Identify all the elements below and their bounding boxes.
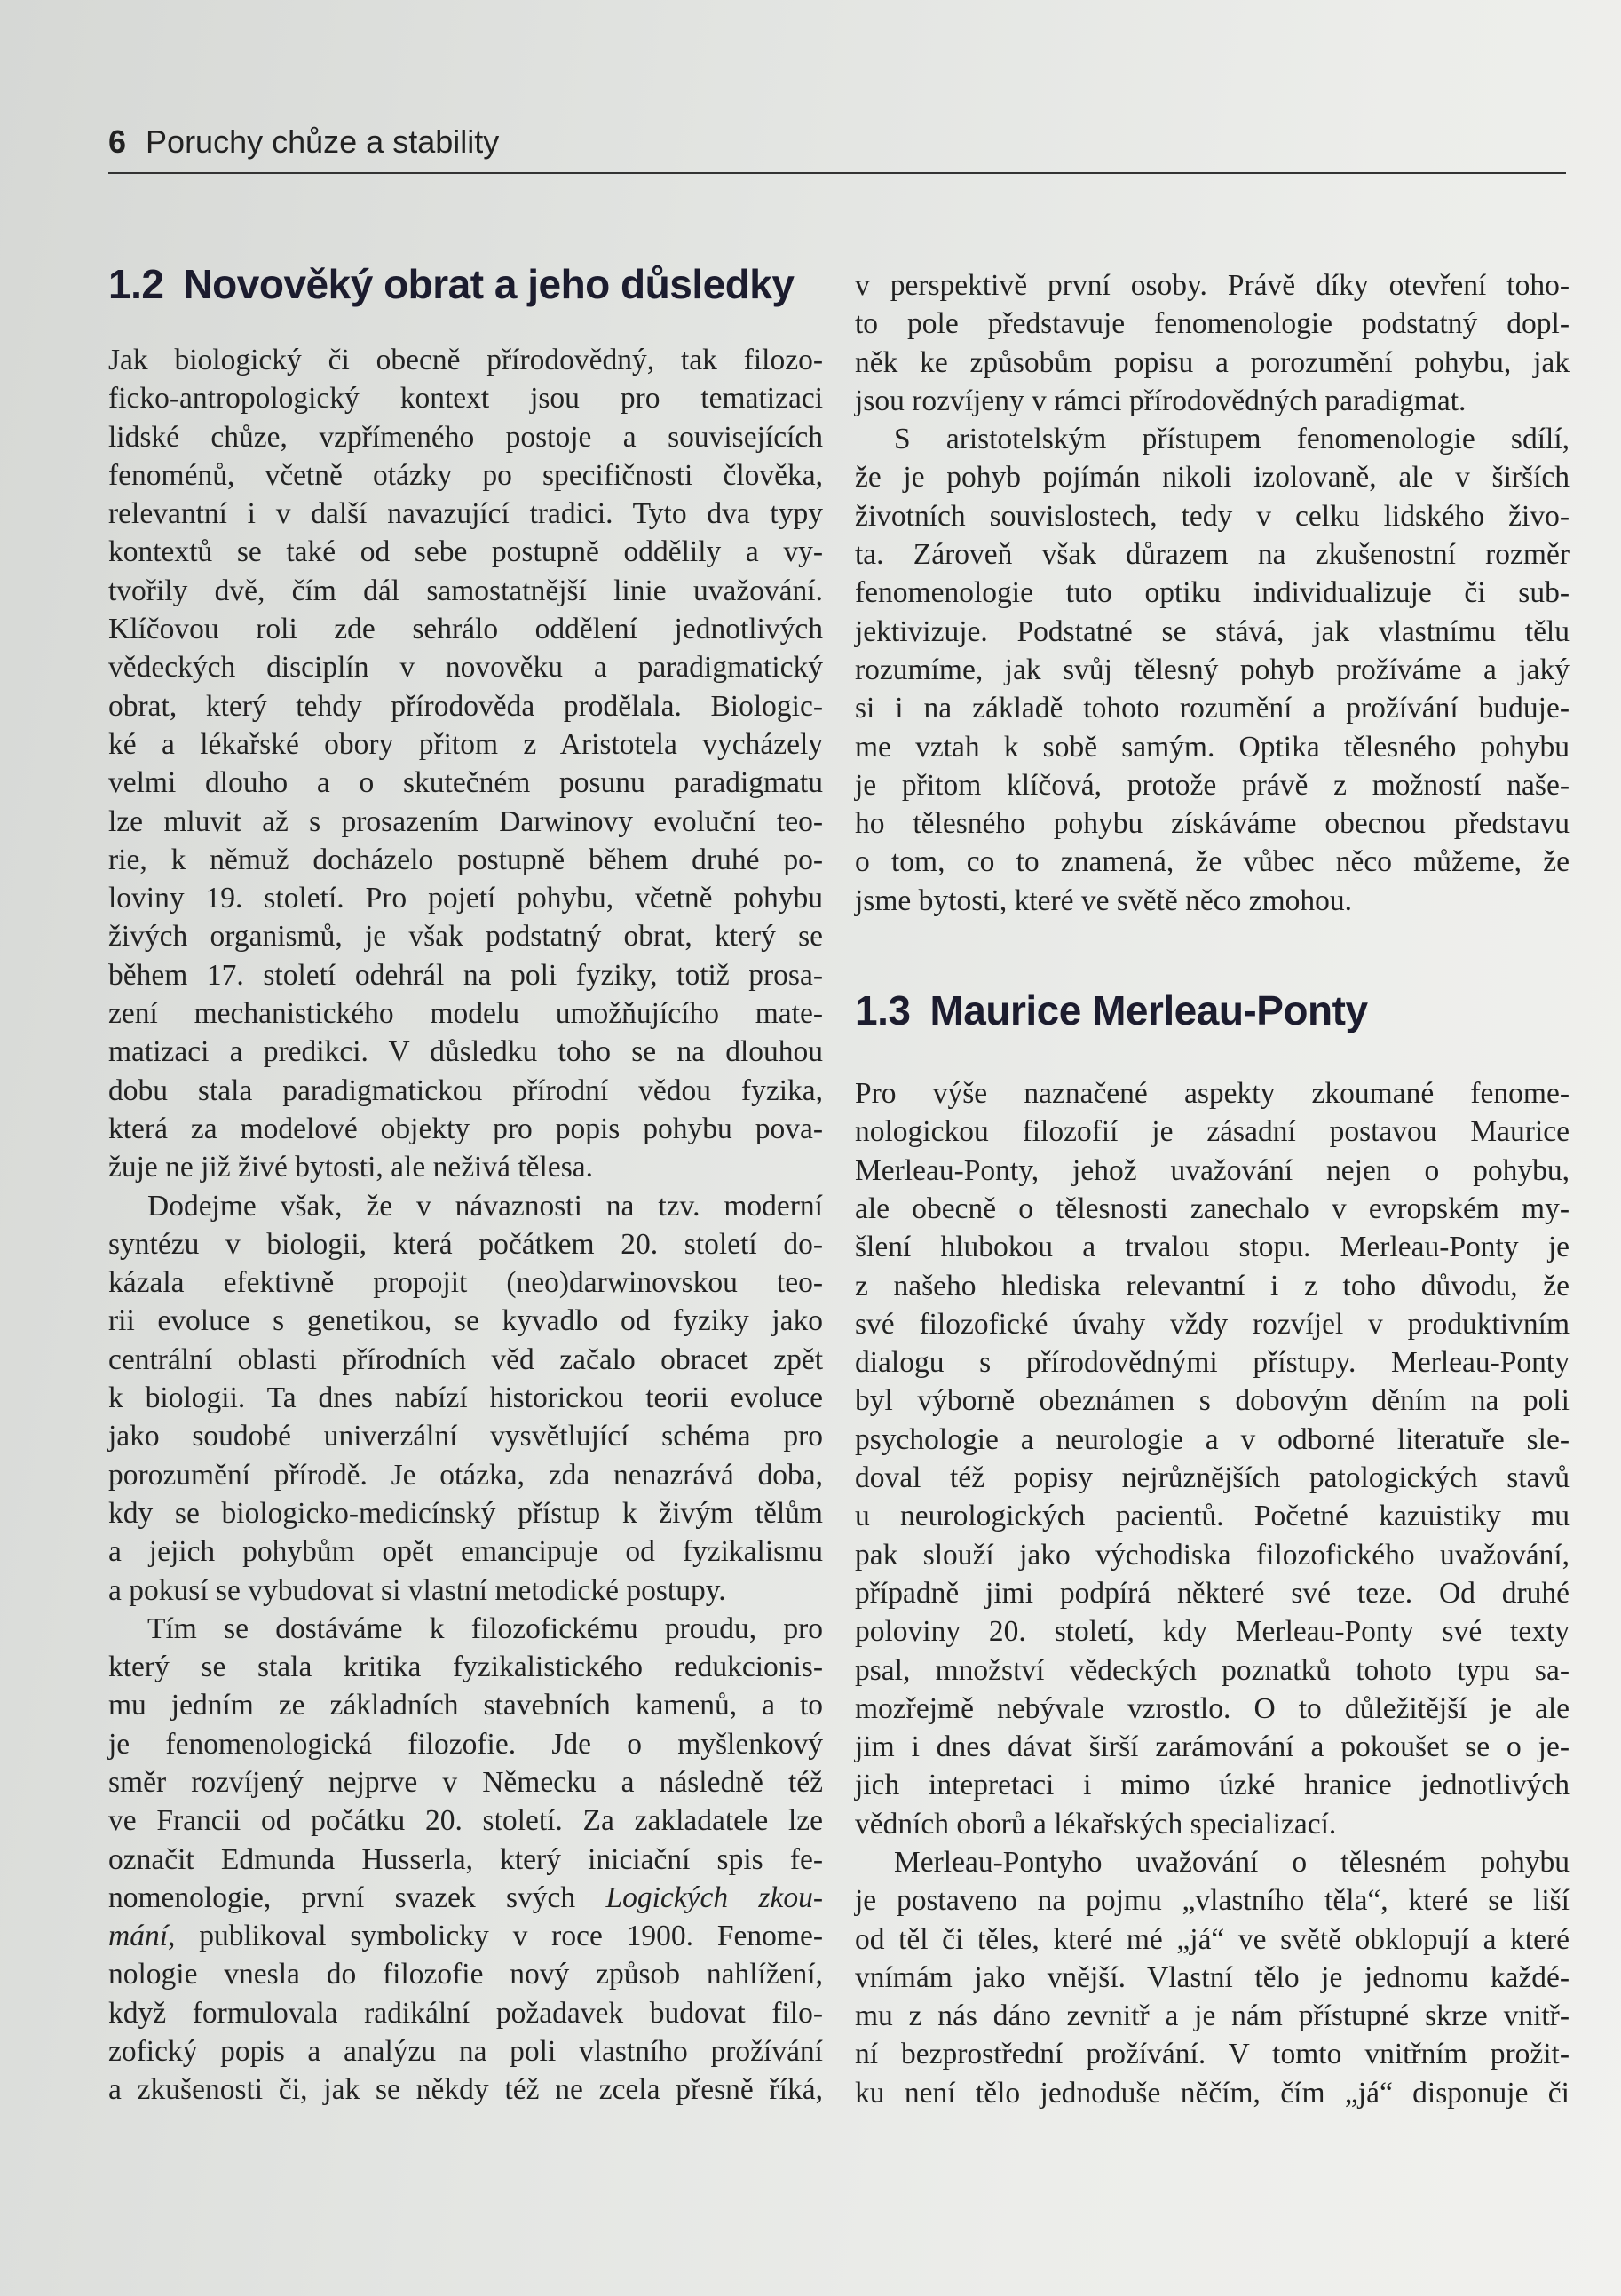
text-line: vědních oborů a lékařských specializací.: [855, 1807, 1337, 1841]
paragraph: [855, 1074, 1570, 1843]
text-line: porozumění přírodě. Je otázka, zda nenazrává doba,: [108, 1458, 823, 1492]
text-line: když formulovala radikální požadavek budovat filo-: [108, 1996, 823, 2030]
text-line: ale obecně o tělesnosti zanechalo v evropském my-: [855, 1192, 1570, 1225]
text-line: lidské chůze, vzpřímeného postoje a souvisejících: [108, 420, 823, 454]
text-line: ta. Zároveň však důrazem na zkušenostní rozměr: [855, 538, 1570, 572]
text-line: Merleau-Ponty, jehož uvažování nejen o pohybu,: [855, 1153, 1570, 1187]
page-number: 6: [108, 123, 127, 160]
text-line: a pokusí se vybudovat si vlastní metodické postupy.: [108, 1573, 726, 1607]
text-line: tvořily dvě, čím dál samostatnější linie uvažování.: [108, 574, 823, 607]
italic-book-title: mání: [108, 1920, 168, 1953]
text-line: k biologii. Ta dnes nabízí historickou teorii evoluce: [108, 1382, 823, 1415]
text-line: který se stala kritika fyzikalistického redukcionis-: [108, 1651, 823, 1684]
text-line: si i na základě tohoto rozumění a prožívání buduje-: [855, 692, 1570, 725]
text-line: směr rozvíjený nejprve v Německu a následně též: [108, 1765, 823, 1799]
text-line: životních souvislostech, tedy v celku lidského živo-: [855, 499, 1570, 533]
text-line: u neurologických pacientů. Početné kazuistiky mu: [855, 1500, 1570, 1533]
text-line: kdy se biologicko-medicínský přístup k živým tělům: [108, 1496, 823, 1530]
text-line: ve Francii od počátku 20. století. Za zakladatele lze: [108, 1804, 823, 1838]
text-line: je postaveno na pojmu „vlastního těla“, které se liší: [855, 1884, 1570, 1918]
text-line: dialogu s přírodovědnými přístupy. Merleau-Ponty: [855, 1346, 1570, 1380]
section-heading-1-2: [108, 259, 823, 309]
section-heading-1-3: [855, 986, 1570, 1035]
running-header: [108, 123, 1566, 162]
text-line: jim i dnes dávat širší zarámování a pokoušet se o je-: [855, 1730, 1570, 1764]
text-line: doval též popisy nejrůznějších patologických stavů: [855, 1461, 1570, 1495]
text-line: jsou rozvíjeny v rámci přírodovědných paradigmat.: [855, 384, 1467, 417]
text-line: loviny 19. století. Pro pojetí pohybu, včetně pohybu: [108, 882, 823, 915]
text-line: rozumíme, jak svůj tělesný pohyb prožíváme a jaký: [855, 653, 1570, 686]
text-line: ficko-antropologický kontext jsou pro tematizaci: [108, 382, 823, 416]
text-line: [108, 1917, 823, 1955]
text-line: Jak biologický či obecně přírodovědný, tak filozo-: [108, 344, 823, 376]
text-line: a zkušenosti či, jak se někdy též ne zcela přesně říká,: [108, 2073, 823, 2107]
paragraph: [108, 1187, 823, 1610]
text-line: jich intepretaci i mimo úzké hranice jednotlivých: [855, 1769, 1570, 1802]
text-line: žuje ne již živé bytosti, ale neživá tělesa.: [108, 1151, 593, 1184]
text-line: ní bezprostřední prožívání. V tomto vnitřním prožit-: [855, 2038, 1570, 2071]
text-line: velmi dlouho a o skutečném posunu paradigmatu: [108, 766, 823, 800]
text-line: byl výborně obeznámen s dobovým děním na poli: [855, 1384, 1570, 1418]
text-line: jektivizuje. Podstatné se stává, jak vlastnímu tělu: [855, 614, 1570, 648]
text-line: Klíčovou roli zde sehrálo oddělení jednotlivých: [108, 613, 823, 646]
text-line: jsme bytosti, které ve světě něco zmohou.: [855, 883, 1353, 917]
text-line: mu z nás dáno zevnitř a je nám přístupné skrze vnitř-: [855, 1999, 1570, 2033]
text-segment: nomenologie, první svazek svých: [108, 1880, 576, 1914]
text-line: pak slouží jako východiska filozofického uvažování,: [855, 1538, 1570, 1572]
text-line: rii evoluce s genetikou, se kyvadlo od fyziky jako: [108, 1304, 823, 1338]
text-line: centrální oblasti přírodních věd začalo obracet zpět: [108, 1342, 823, 1376]
text-line: me vztah k sobě samým. Optika tělesného pohybu: [855, 730, 1570, 764]
section-number: 1.3: [855, 987, 911, 1034]
text-line: to pole představuje fenomenologie podstatný dopl-: [855, 307, 1570, 341]
text-line: kázala efektivně propojit (neo)darwinovskou teo-: [108, 1266, 823, 1300]
italic-book-title: Logických zkou-: [605, 1880, 823, 1914]
text-line: psychologie a neurologie a v odborné literatuře sle-: [855, 1422, 1570, 1456]
right-column: [855, 266, 1570, 2112]
text-line: z našeho hlediska relevantní i z toho důvodu, že: [855, 1269, 1570, 1302]
text-line: zofický popis a analýzu na poli vlastního prožívání: [108, 2035, 823, 2069]
text-line: fenomenologie tuto optiku individualizuje či sub-: [855, 576, 1570, 610]
running-title: Poruchy chůze a stability: [146, 123, 500, 160]
text-line: něk ke způsobům popisu a porozumění pohybu, jak: [855, 345, 1570, 379]
text-line: že je pohyb pojímán nikoli izolovaně, ale v širších: [855, 461, 1570, 495]
text-line: mozřejmě nebývale vzrostlo. O to důležitější je ale: [855, 1691, 1570, 1725]
paragraph: [855, 266, 1570, 420]
text-line: nologickou filozofií je zásadní postavou Maurice: [855, 1115, 1570, 1149]
text-line: označit Edmunda Husserla, který iniciační spis fe-: [108, 1842, 823, 1876]
text-line: [108, 1879, 823, 1917]
text-line: během 17. století odehrál na poli fyziky, totiž prosa-: [108, 958, 823, 992]
left-column: [108, 263, 823, 2110]
text-line: syntézu v biologii, která počátkem 20. století do-: [108, 1227, 823, 1261]
text-segment: , publikoval symbolicky v roce 1900. Fenome-: [168, 1920, 823, 1953]
text-line: případně jimi podpírá některé své teze. Od druhé: [855, 1576, 1570, 1610]
text-line: Tím se dostáváme k filozofickému proudu, pro: [147, 1611, 823, 1645]
text-line: a jejich pohybům opět emancipuje od fyzikalismu: [108, 1535, 823, 1569]
header-rule: [108, 172, 1566, 174]
text-line: o tom, co to znamená, že vůbec něco můžeme, že: [855, 845, 1570, 879]
text-line: vědeckých disciplín v novověku a paradigmatický: [108, 651, 823, 685]
text-line: kontextů se také od sebe postupně oddělily a vy-: [108, 535, 823, 569]
section-number: 1.2: [108, 261, 164, 307]
text-line: ké a lékařské obory přitom z Aristotela vycházely: [108, 727, 823, 761]
text-line: Merleau-Pontyho uvažování o tělesném pohybu: [894, 1845, 1570, 1879]
text-line: psal, množství vědeckých poznatků tohoto typu sa-: [855, 1653, 1570, 1687]
text-line: ho tělesného pohybu získáváme obecnou představu: [855, 807, 1570, 841]
text-line: dobu stala paradigmatickou přírodní vědou fyzika,: [108, 1073, 823, 1107]
text-line: lze mluvit až s prosazením Darwinovy evoluční teo-: [108, 804, 823, 838]
paragraph: [108, 1610, 823, 2110]
text-line: Dodejme však, že v návaznosti na tzv. moderní: [147, 1189, 823, 1223]
text-line: matizaci a predikci. V důsledku toho se na dlouhou: [108, 1035, 823, 1069]
text-line: poloviny 20. století, kdy Merleau-Ponty své texty: [855, 1615, 1570, 1649]
paragraph: [855, 420, 1570, 920]
text-line: nologie vnesla do filozofie nový způsob nahlížení,: [108, 1958, 823, 1991]
text-line: vnímám jako vnější. Vlastní tělo je jednomu každé-: [855, 1960, 1570, 1994]
text-line: která za modelové objekty pro popis pohybu pova-: [108, 1112, 823, 1145]
paragraph: [108, 341, 823, 1187]
text-line: fenoménů, včetně otázky po specifičnosti člověka,: [108, 458, 823, 492]
text-line: S aristotelským přístupem fenomenologie sdílí,: [894, 423, 1570, 456]
text-line: zení mechanistického modelu umožňujícího mate-: [108, 997, 823, 1031]
text-line: mu jedním ze základních stavebních kamenů, a to: [108, 1689, 823, 1722]
text-line: své filozofické úvahy vždy rozvíjel v produktivním: [855, 1307, 1570, 1341]
section-title: Maurice Merleau-Ponty: [929, 987, 1368, 1034]
text-line: je fenomenologická filozofie. Jde o myšlenkový: [108, 1727, 823, 1761]
text-line: ku není tělo jednoduše něčím, čím „já“ disponuje či: [855, 2076, 1570, 2110]
text-line: jako soudobé univerzální vysvětlující schéma pro: [108, 1420, 823, 1453]
text-line: relevantní i v další navazující tradici. Tyto dva typy: [108, 497, 823, 531]
text-line: v perspektivě první osoby. Právě díky otevření toho-: [855, 269, 1570, 302]
text-line: šlení hlubokou a trvalou stopu. Merleau-Ponty je: [855, 1231, 1570, 1264]
text-line: živých organismů, je však podstatný obrat, který se: [108, 920, 823, 954]
paragraph: [855, 1843, 1570, 2112]
text-line: Pro výše naznačené aspekty zkoumané fenome-: [855, 1077, 1570, 1111]
text-line: obrat, který tehdy přírodověda prodělala. Biologic-: [108, 689, 823, 723]
text-line: je přitom klíčová, protože právě z možností naše-: [855, 768, 1570, 802]
text-line: od těl či těles, které mé „já“ ve světě obklopují a které: [855, 1922, 1570, 1956]
text-line: rie, k němuž docházelo postupně během druhé po-: [108, 843, 823, 876]
section-title: Novověký obrat a jeho důsledky: [183, 261, 795, 307]
